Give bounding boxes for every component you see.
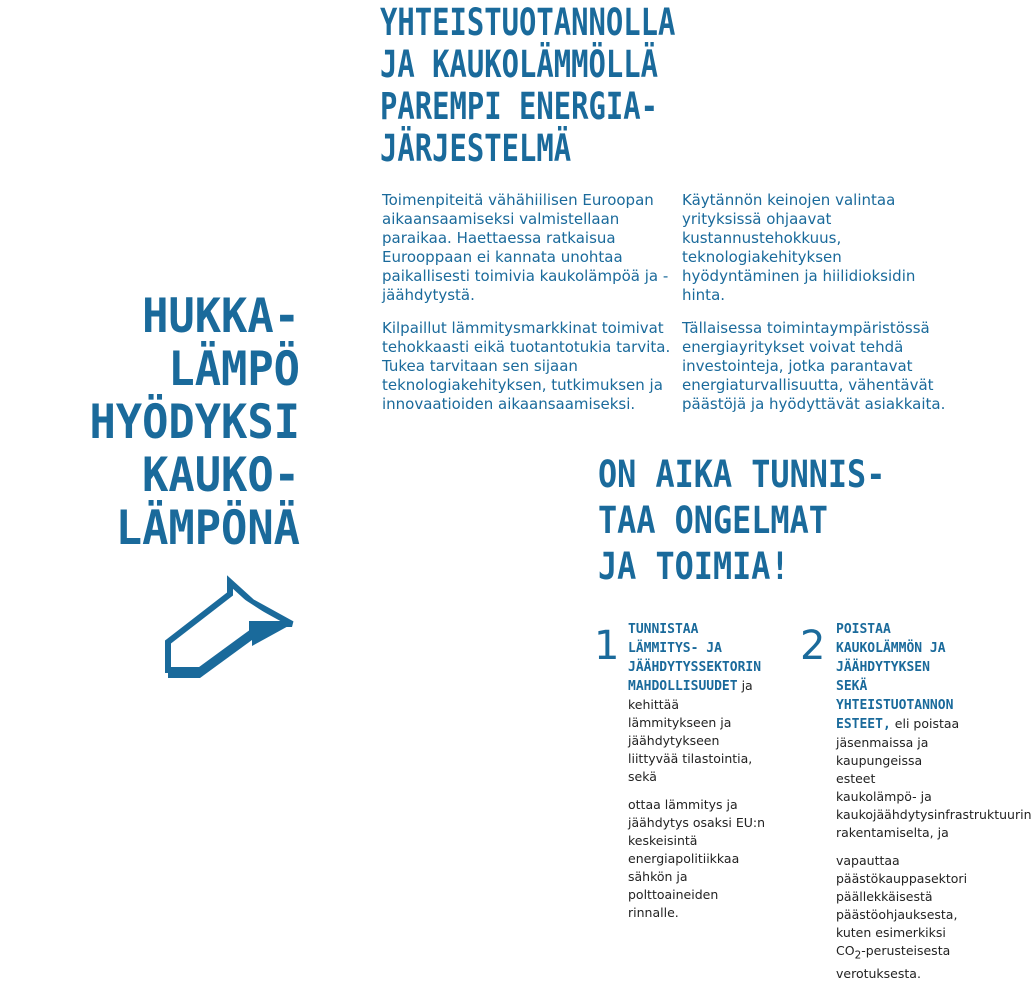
side-title xyxy=(21,290,300,555)
right-arrow-icon xyxy=(160,572,300,678)
side-title-line: LÄMPÖ xyxy=(168,342,300,397)
step-text: vapauttaa päästökauppasektori päällekkäisestä päästöohjauksesta, kuten esimerkiksi CO xyxy=(836,853,968,958)
main-title-line: JÄRJESTELMÄ xyxy=(380,127,572,170)
step-heading: POISTAA KAUKOLÄMMÖN JA JÄÄHDYTYKSEN SEKÄ YHTEISTUOTANNON ESTEET, xyxy=(836,622,954,732)
step-intro xyxy=(628,620,768,786)
side-title-line: LÄMPÖNÄ xyxy=(115,501,300,556)
step-heading: TUNNISTAA LÄMMITYS- JA JÄÄHDYTYSSEKTORIN MAHDOLLISUUDET xyxy=(628,622,762,694)
cta-title-line: JA TOIMIA! xyxy=(598,545,790,588)
cta-title-line: ON AIKA TUNNIS- xyxy=(598,453,886,496)
step-number: 1 xyxy=(594,623,620,669)
side-title-line: HUKKA- xyxy=(142,289,300,344)
side-title-line: KAUKO- xyxy=(142,448,300,503)
main-title-line: JA KAUKOLÄMMÖLLÄ xyxy=(380,43,659,86)
subscript: 2 xyxy=(854,949,862,962)
step-item xyxy=(836,620,1032,993)
step-text: eli poistaa jäsenmaissa ja kaupungeissa esteet kaukolämpö- ja kaukojäähdytysinfrastruktuurin rakentamiselta, ja xyxy=(836,716,1032,840)
paragraph: Tällaisessa toimintaympäristössä energiayritykset voivat tehdä investointeja, jotka parantavat energiaturvallisuutta, vähentävät päästöjä ja hyödyttävät asiakkaita. xyxy=(682,319,946,413)
main-title-line: YHTEISTUOTANNOLLA xyxy=(380,1,676,44)
intro-column-right xyxy=(682,191,952,428)
cta-title-line: TAA ONGELMAT xyxy=(598,499,828,542)
main-title-line: PAREMPI ENERGIA- xyxy=(380,85,659,128)
step-paragraph: ottaa lämmitys ja jäähdytys osaksi EU:n keskeisintä energiapolitiikkaa sähkön ja polttoaineiden rinnalle. xyxy=(628,797,766,920)
step-item xyxy=(628,620,768,932)
step-text: -perusteisesta verotuksesta. xyxy=(836,943,951,981)
paragraph: Käytännön keinojen valintaa yrityksissä ohjaavat kustannustehokkuus, teknologiakehityksen hyödyntäminen ja hiilidioksidin hinta. xyxy=(682,191,916,304)
main-title xyxy=(380,2,675,170)
side-title-line: HYÖDYKSI xyxy=(89,395,300,450)
step-paragraph xyxy=(836,852,968,983)
call-to-action-title xyxy=(598,452,885,590)
intro-column-left xyxy=(382,191,682,428)
paragraph: Toimenpiteitä vähähiilisen Euroopan aikaansaamiseksi valmistellaan paraikaa. Haettaessa ratkaisua Eurooppaan ei kannata unohtaa paikallisesti toimivia kaukolämpöä ja -jäähdytystä. xyxy=(382,191,669,304)
paragraph: Kilpaillut lämmitysmarkkinat toimivat tehokkaasti eikä tuotantotukia tarvita. Tukea tarvitaan sen sijaan teknologiakehityksen, tutkimuksen ja innovaatioiden aikaansaamiseksi. xyxy=(382,319,671,413)
step-text: ja kehittää lämmitykseen ja jäähdytykseen liittyvää tilastointia, sekä xyxy=(628,678,753,784)
step-number: 2 xyxy=(800,623,826,669)
step-intro xyxy=(836,620,1032,842)
